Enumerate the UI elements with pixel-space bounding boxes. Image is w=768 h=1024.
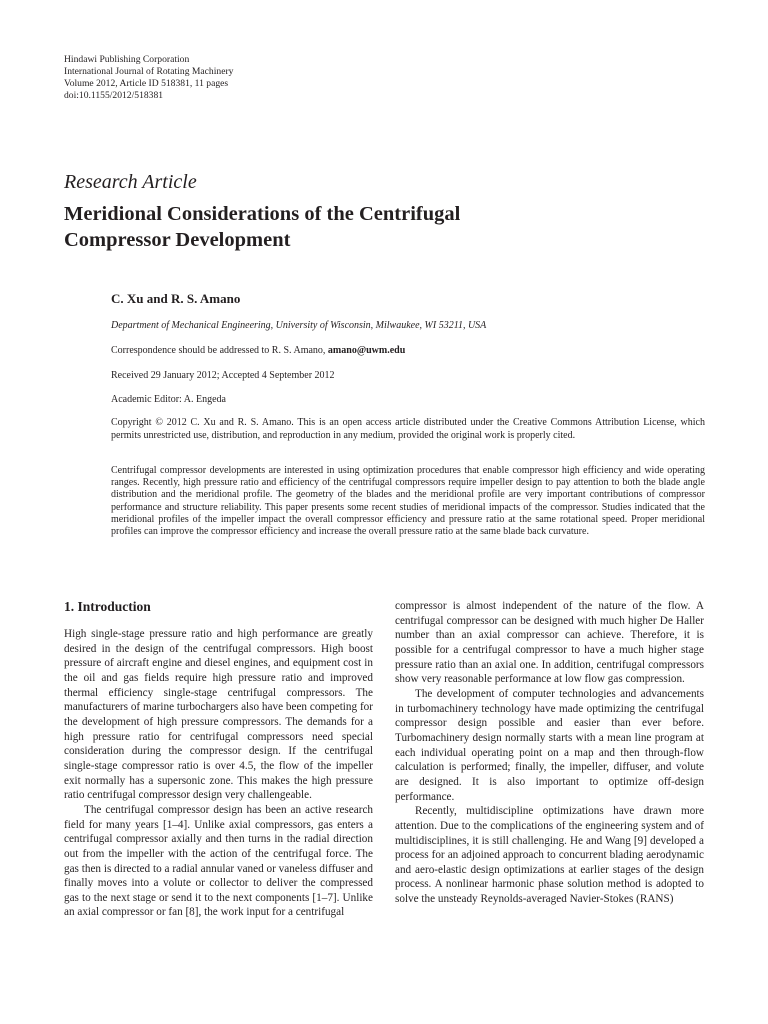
copyright-notice: Copyright © 2012 C. Xu and R. S. Amano. This is an open access article distributed under the Creative Commons Attribution License, which permits unrestricted use, distribution, and reproduction in any medium, provided the original work is properly cited. <box>111 417 705 441</box>
doi-line: doi:10.1155/2012/518381 <box>64 90 164 101</box>
paper-title <box>64 201 664 253</box>
authors: C. Xu and R. S. Amano <box>111 291 241 306</box>
right-column <box>395 599 704 907</box>
section-heading-introduction: 1. Introduction <box>64 599 151 614</box>
correspondence-prefix: Correspondence should be addressed to R. S. Amano, <box>111 345 326 356</box>
intro-paragraph-4: The development of computer technologies and advancements in turbomachinery technology have made optimizing the centrifugal compressor design possible and easier than ever before. Turbomachinery design normally starts with a mean line program at each individual operating point on a map and then through-flow calculation is performed; finally, the impeller, diffuser, and volute are designed. It is also important to optimize off-design performance. <box>395 687 704 803</box>
academic-editor: Academic Editor: A. Engeda <box>111 394 226 405</box>
correspondence-email[interactable]: amano@uwm.edu <box>327 345 406 356</box>
left-column <box>64 627 373 920</box>
intro-paragraph-3: compressor is almost independent of the nature of the flow. A centrifugal compressor can be designed with much higher De Haller number than an axial compressor can achieve. Therefore, it is possible for a centrifugal compressor to have a much higher stage pressure ratio than an axial one. In addition, centrifugal compressors show very reasonable performance at low flow gas compression. <box>395 600 704 686</box>
publisher-line: Hindawi Publishing Corporation <box>64 54 190 65</box>
correspondence <box>111 344 705 357</box>
intro-paragraph-1: High single-stage pressure ratio and high performance are greatly desired in the design of the centrifugal compressors. High boost pressure of aircraft engine and diesel engines, and equipment cost in the oil and gas fields require high pressure ratio and improved thermal efficiency single-stage centrifugal compressors. The manufacturers of marine turbochargers also have been competing for the development of high pressure compressors. The demands for a high pressure ratio for centrifugal compressors need special consideration during the compressor design. If the centrifugal single-stage compressor ratio is over 4.5, the flow of the impeller exit normally has a supersonic zone. This makes the high pressure ratio centrifugal compressor design very challengeable. <box>64 628 373 802</box>
received-dates: Received 29 January 2012; Accepted 4 September 2012 <box>111 370 335 381</box>
intro-paragraph-5: Recently, multidiscipline optimizations have drawn more attention. Due to the complications of the engineering system and of multidisciplines, it is still challenging. He and Wang [9] developed a process for an adjoined approach to concurrent blading aerodynamic and aero-elastic design optimizations at earlier stages of the design process. A nonlinear harmonic phase solution method is adopted to solve the unsteady Reynolds-averaged Navier-Stokes (RANS) <box>395 805 704 906</box>
journal-name: International Journal of Rotating Machinery <box>64 66 234 77</box>
abstract: Centrifugal compressor developments are interested in using optimization procedures that enable compressor high efficiency and wide operating ranges. Recently, high pressure ratio and efficiency of the centrifugal compressors require impeller design to pay attention to both the blade angle distribution and the meridional profile. The geometry of the blades and the meridional profile are very important contributions of compressor performance and structure reliability. This paper presents some recent studies of meridional impacts of the compressor. Studies indicated that the meridional profiles of the impeller impact the overall compressor efficiency and pressure ratio at the same rotational speed. Proper meridional profiles can improve the compressor efficiency and increase the overall pressure ratio at the same blade back curvature. <box>111 465 705 538</box>
intro-paragraph-2: The centrifugal compressor design has been an active research field for many years [1–4]. Unlike axial compressors, gas enters a centrifugal compressor axially and then turns in the radial direction out from the impeller with the action of the centrifugal force. The gas then is directed to a radial annular vaned or vaneless diffuser and finally moves into a volute or collector to deliver the compressed gas to the next stage or send it to the next components [1–7]. Unlike an axial compressor or fan [8], the work input for a centrifugal <box>64 803 373 919</box>
title-line-1: Meridional Considerations of the Centrifugal <box>64 203 461 225</box>
article-type: Research Article <box>64 171 197 193</box>
journal-header <box>64 54 233 102</box>
title-line-2: Compressor Development <box>64 229 291 251</box>
affiliation: Department of Mechanical Engineering, University of Wisconsin, Milwaukee, WI 53211, USA <box>111 320 487 331</box>
volume-line: Volume 2012, Article ID 518381, 11 pages <box>64 78 229 89</box>
